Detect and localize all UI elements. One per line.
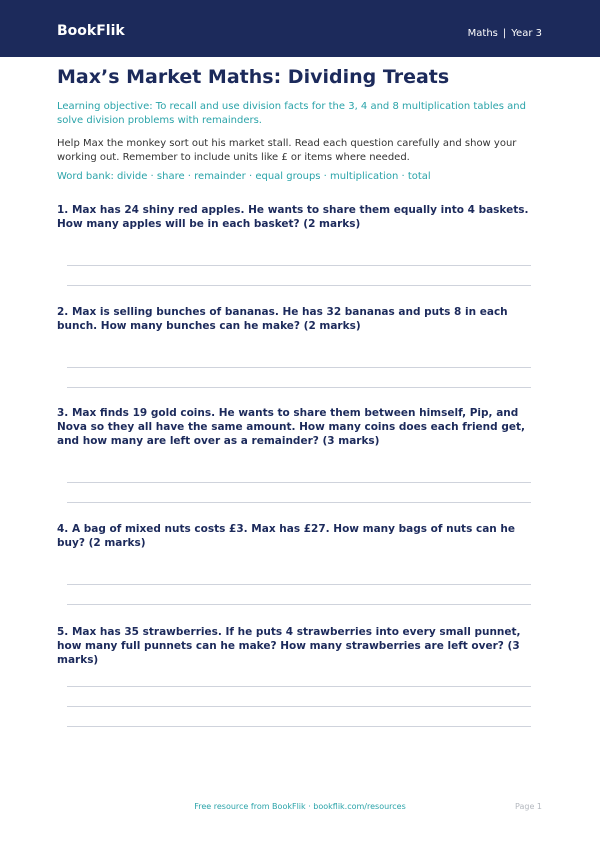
learning-objective: Learning objective: To recall and use division facts for the 3, 4 and 8 multiplication tables and solve division problems with remainders. [57,101,526,126]
brand-logo: BookFlik [57,23,125,39]
answer-line[interactable] [67,686,531,687]
subject-label: Maths [467,28,498,39]
answer-line[interactable] [67,584,531,585]
answer-line[interactable] [67,706,531,707]
question-4: 4. A bag of mixed nuts costs £3. Max has £27. How many bags of nuts can he buy? (2 marks) [57,523,516,549]
header-bar [0,0,600,57]
answer-line[interactable] [67,482,531,483]
answer-line[interactable] [67,387,531,388]
word-bank: Word bank: divide · share · remainder · equal groups · multiplication · total [57,171,431,182]
question-2: 2. Max is selling bunches of bananas. He has 32 bananas and puts 8 in each bunch. How many bunches can he make? (2 marks) [57,306,508,332]
question-5: 5. Max has 35 strawberries. If he puts 4 strawberries into every small punnet, how many full punnets can he make? How many strawberries are left over? (3 marks) [57,626,521,666]
answer-line[interactable] [67,285,531,286]
year-label: Year 3 [511,28,542,39]
header-separator: | [502,28,507,39]
intro-text: Help Max the monkey sort out his market stall. Read each question carefully and show your working out. Remember to include units like £ or items where needed. [57,138,517,163]
answer-line[interactable] [67,604,531,605]
question-1: 1. Max has 24 shiny red apples. He wants to share them equally into 4 baskets. How many apples will be in each basket? (2 marks) [57,204,529,230]
footer-credit: Free resource from BookFlik · bookflik.com/resources [194,802,406,811]
page-title: Max’s Market Maths: Dividing Treats [57,66,450,88]
header-meta [468,28,542,39]
answer-line[interactable] [67,502,531,503]
question-3: 3. Max finds 19 gold coins. He wants to share them between himself, Pip, and Nova so they all have the same amount. How many coins does each friend get, and how many are left over as a remainder? (3 marks) [57,407,525,447]
answer-line[interactable] [67,367,531,368]
answer-line[interactable] [67,265,531,266]
answer-line[interactable] [67,726,531,727]
page-number: Page 1 [515,802,542,811]
